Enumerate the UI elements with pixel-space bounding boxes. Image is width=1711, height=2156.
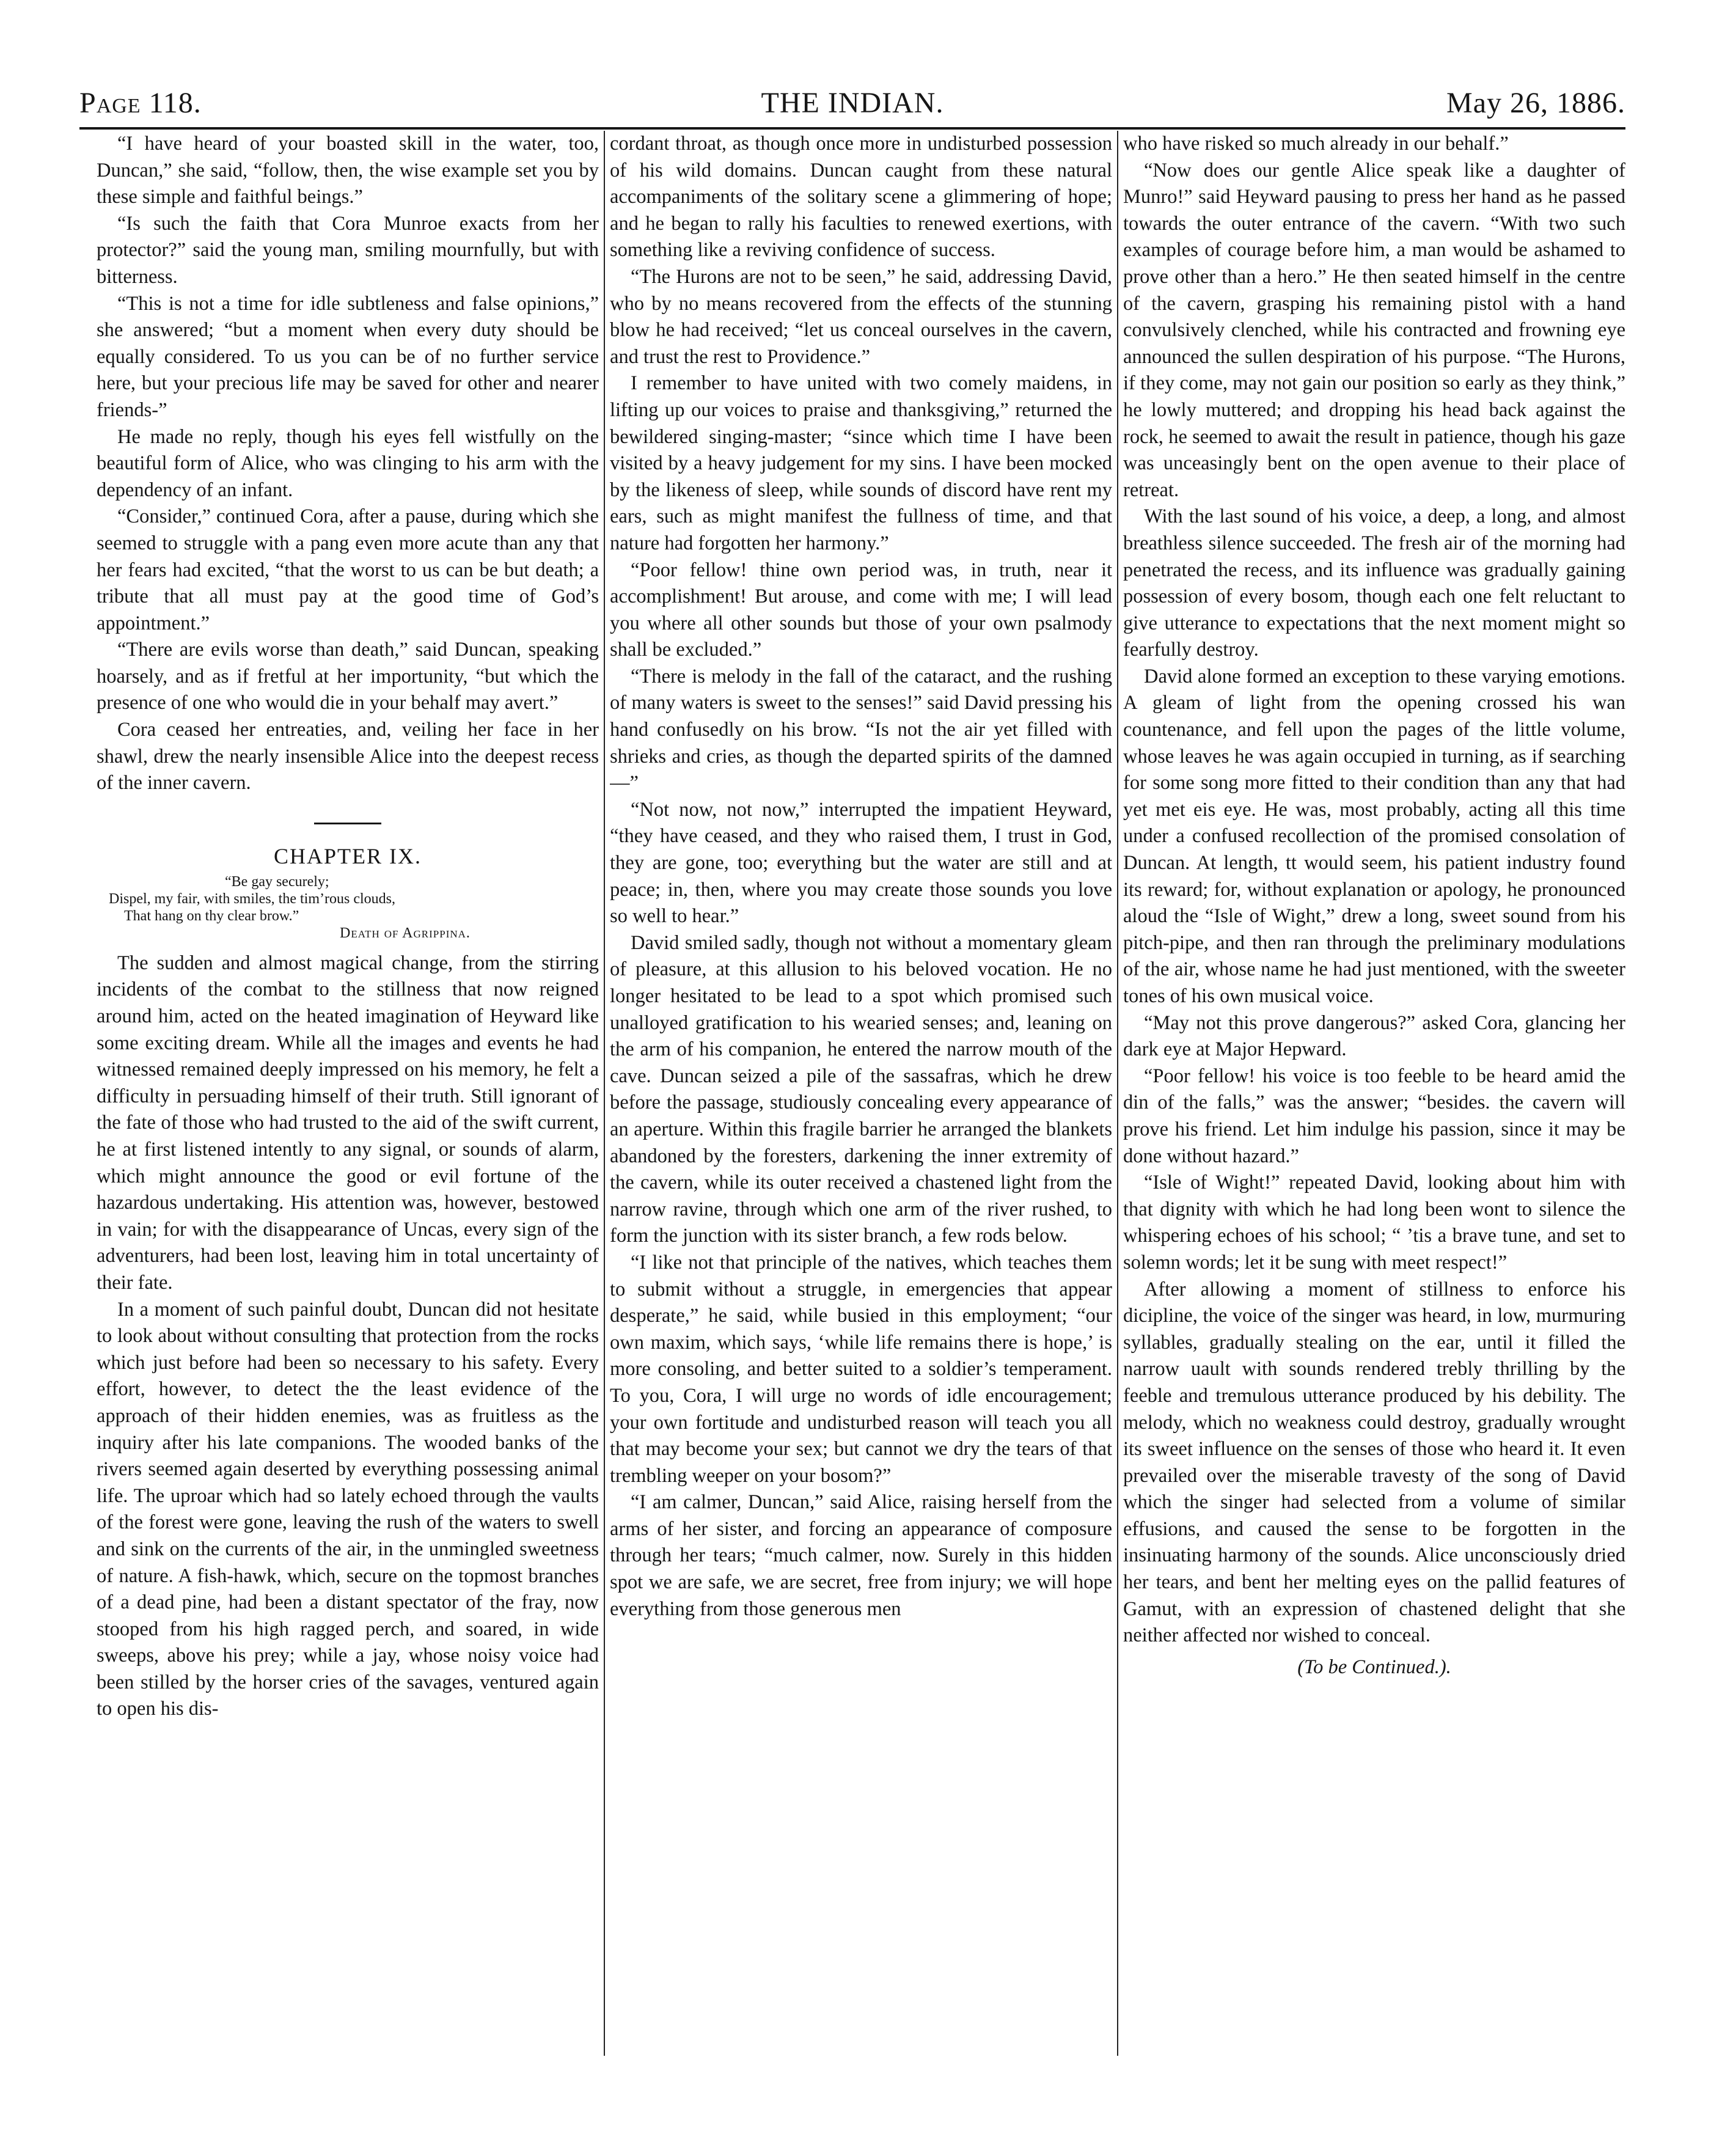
paragraph: “Not now, not now,” interrupted the impatient Heyward, “they have ceased, and they who raised them, I trust in God, they are gone, too; everything but the water are still and at peace; in, then, where you may create those sounds you love so well to hear.”	[610, 798, 1112, 928]
paragraph: I remember to have united with two comely maidens, in lifting up our voices to praise and thanksgiving,” returned the bewildered singing-master; “since which time I have been visited by a heavy judgement for my sins. I have been mocked by the likeness of sleep, while sounds of discord have rent my ears, such as might manifest the fullness of time, and that nature had forgotten her harmony.”	[610, 372, 1112, 554]
column-divider	[1117, 131, 1118, 2056]
paragraph: “This is not a time for idle subtleness and false opinions,” she answered; “but a moment when every duty should be equally considered. To us you can be of no further service here, but your precious life may be saved for other and nearer friends-”	[97, 292, 599, 421]
paragraph: David smiled sadly, though not without a momentary gleam of pleasure, at this allusion to his beloved vocation. He no longer hesitated to be lead to a spot which promised such unalloyed gratification to his wearied senses; and, leaning on the arm of his companion, he entered the narrow mouth of the cave. Duncan seized a pile of the sassafras, which he drew before the passage, studiously concealing every appearance of an aperture. Within this fragile barrier he arranged the blankets abandoned by the foresters, darkening the inner extremity of the cavern, while its outer received a chastened light from the narrow ravine, through which one arm of the river rushed, to form the junction with its sister branch, a few rods below.	[610, 931, 1112, 1247]
column-divider	[604, 131, 605, 2056]
paragraph: “Isle of Wight!” repeated David, looking about him with that dignity with which he had long been wont to silence the whispering echoes of his school; “ ’tis a brave tune, and set to solemn words; let it be sung with meet respect!”	[1123, 1172, 1625, 1274]
epigraph-line: Dispel, my fair, with smiles, the tim’rous clouds,	[109, 890, 395, 907]
paragraph: “The Hurons are not to be seen,” he said, addressing David, who by no means recovered from the effects of the stunning blow he had received; “let us conceal ourselves in the cavern, and trust the rest to Providence.”	[610, 265, 1112, 368]
paragraph: In a moment of such painful doubt, Duncan did not hesitate to look about without consulting that protection from the rocks which just before had been so necessary to his safety. Every effort, however, to detect the the least evidence of the approach of their hidden enemies, was as fruitless as the inquiry after his late companions. The wooded banks of the rivers seemed again deserted by everything possessing animal life. The uproar which had so lately echoed through the vaults of the forest were gone, leaving the rush of the waters to swell and sink on the currents of the air, in the unmingled sweetness of nature. A fish-hawk, which, secure on the topmost branches of a dead pine, had been a distant spectator of the fray, now stooped from his high ragged perch, and soared, in wide sweeps, above his prey; while a jay, whose noisy voice had been stilled by the horser cries of the savages, ventured again to open his dis-	[97, 1298, 599, 1720]
epigraph-line: “Be gay securely;	[225, 873, 329, 890]
paragraph: who have risked so much already in our behalf.”	[1123, 133, 1509, 155]
paragraph: David alone formed an exception to these varying emotions. A gleam of light from the opening crossed his wan countenance, and fell upon the pages of the little volume, whose leaves he was again occupied in turning, as if searching for some song more fitted to their condition than any that had yet met eis eye. He was, most probably, acting all this time under a confused recollection of the promised consolation of Duncan. At length, tt would seem, his patient industry found its reward; for, without explanation or apology, he pronounced aloud the “Isle of Wight,” drew a long, sweet sound from his pitch-pipe, and then ran through the preliminary modulations of the air, whose name he had just mentioned, with the sweeter tones of his own musical voice.	[1123, 665, 1625, 1007]
page-number: Page 118.	[79, 87, 202, 119]
paragraph: “Is such the faith that Cora Munroe exacts from her protector?” said the young man, smiling mournfully, but with bitterness.	[97, 212, 599, 288]
paragraph: “Poor fellow! thine own period was, in truth, near it accomplishment! But arouse, and come with me; I will lead you where all other sounds but those of your own psalmody shall be excluded.”	[610, 559, 1112, 661]
column-2	[610, 131, 1112, 2056]
epigraph-attribution: Death of Agrippina.	[340, 925, 471, 941]
newspaper-title: THE INDIAN.	[761, 87, 944, 119]
paragraph: Cora ceased her entreaties, and, veiling her face in her shawl, drew the nearly insensible Alice into the deepest recess of the inner cavern.	[97, 719, 599, 794]
masthead-rule	[79, 127, 1625, 130]
column-1	[97, 131, 599, 2056]
paragraph: “There are evils worse than death,” said Duncan, speaking hoarsely, and as if fretful at her importunity, “but which the presence of one who would die in your behalf may avert.”	[97, 639, 599, 714]
column-3	[1123, 131, 1625, 2056]
paragraph: The sudden and almost magical change, from the stirring incidents of the combat to the stillness that now reigned around him, acted on the heated imagination of Heyward like some exciting dream. While all the images and events he had witnessed remained deeply impressed on his memory, he felt a difficulty in persuading himself of their truth. Still ignorant of the fate of those who had trusted to the aid of the swift current, he at first listened intently to any signal, or sounds of alarm, which might announce the good or evil fortune of the hazardous undertaking. His attention was, however, bestowed in vain; for with the disappearance of Uncas, every sign of the adventurers, had been lost, leaving him in total uncertainty of their fate.	[97, 952, 599, 1294]
paragraph: “There is melody in the fall of the cataract, and the rushing of many waters is sweet to the senses!” said David pressing his hand confusedly on his brow. “Is not the air yet filled with shrieks and cries, as though the departed spirits of the damned—”	[610, 665, 1112, 794]
paragraph: “I am calmer, Duncan,” said Alice, raising herself from the arms of her sister, and forcing an appearance of composure through her tears; “much calmer, now. Surely in this hidden spot we are safe, we are secret, free from injury; we will hope everything from those generous men	[610, 1491, 1112, 1620]
paragraph: “I like not that principle of the natives, which teaches them to submit without a struggle, in emergencies that appear desperate,” he said, while busied in this employment; “our own maxim, which says, ‘while life remains there is hope,’ is more consoling, and better suited to a soldier’s temperament. To you, Cora, I will urge no words of idle encouragement; your own fortitude and undisturbed reason will teach you all that may become your sex; but cannot we dry the tears of that trembling weeper on your bosom?”	[610, 1251, 1112, 1487]
paragraph: With the last sound of his voice, a deep, a long, and almost breathless silence succeeded. The fresh air of the morning had penetrated the recess, and its influence was gradually gaining possession of every bosom, though each one felt reluctant to give utterance to expectations that the next moment might so fearfully destroy.	[1123, 505, 1625, 661]
to-be-continued: (To be Continued.).	[1297, 1656, 1451, 1678]
paragraph: “Consider,” continued Cora, after a pause, during which she seemed to struggle with a pang even more acute than any that her fears had excited, “that the worst to us can be but death; a tribute that all must pay at the good time of God’s appointment.”	[97, 505, 599, 634]
paragraph: After allowing a moment of stillness to enforce his dicipline, the voice of the singer was heard, in low, murmuring syllables, gradually stealing on the ear, until it filled the narrow uault with sounds rendered trebly thrilling by the feeble and tremulous utterance produced by his debility. The melody, which no weakness could destroy, gradually wrought its sweet influence on the senses of those who heard it. It even prevailed over the miserable travesty of the song of David which the singer had selected from a volume of similar effusions, and caused the sense to be forgotten in the insinuating harmony of the sounds. Alice unconsciously dried her tears, and bent her melting eyes on the pallid features of Gamut, with an expression of chastened delight that she neither affected nor wished to conceal.	[1123, 1278, 1625, 1647]
epigraph	[97, 873, 599, 942]
epigraph-line: That hang on thy clear brow.”	[124, 908, 299, 924]
paragraph: “May not this prove dangerous?” asked Cora, glancing her dark eye at Major Hepward.	[1123, 1011, 1625, 1061]
paragraph: cordant throat, as though once more in undisturbed possession of his wild domains. Duncan caught from these natural accompaniments of the solitary scene a glimmering of hope; and he began to rally his faculties to renewed exertions, with something like a reviving confidence of success.	[610, 133, 1112, 262]
paragraph: He made no reply, though his eyes fell wistfully on the beautiful form of Alice, who was clinging to his arm with the dependency of an infant.	[97, 425, 599, 501]
issue-date: May 26, 1886.	[1446, 87, 1625, 119]
section-rule	[314, 823, 381, 824]
paragraph: “Now does our gentle Alice speak like a daughter of Munro!” said Heyward pausing to press her hand as he passed towards the outer entrance of the cavern. “With two such examples of courage before him, a man would be ashamed to prove other than a hero.” He then seated himself in the centre of the cavern, grasping his remaining pistol with a hand convulsively clenched, while his contracted and frowning eye announced the sullen despiration of his purpose. “The Hurons, if they come, may not gain our position so early as they think,” he lowly muttered; and dropping his head back against the rock, he seemed to await the result in patience, though his gaze was unceasingly bent on the open avenue to their place of retreat.	[1123, 159, 1625, 501]
chapter-heading: CHAPTER IX.	[273, 843, 422, 868]
paragraph: “Poor fellow! his voice is too feeble to be heard amid the din of the falls,” was the answer; “besides. the cavern will prove his friend. Let him indulge his passion, since it may be done without hazard.”	[1123, 1065, 1625, 1167]
masthead	[79, 75, 1625, 123]
paragraph: “I have heard of your boasted skill in the water, too, Duncan,” she said, “follow, then, the wise example set you by these simple and faithful beings.”	[97, 133, 599, 208]
